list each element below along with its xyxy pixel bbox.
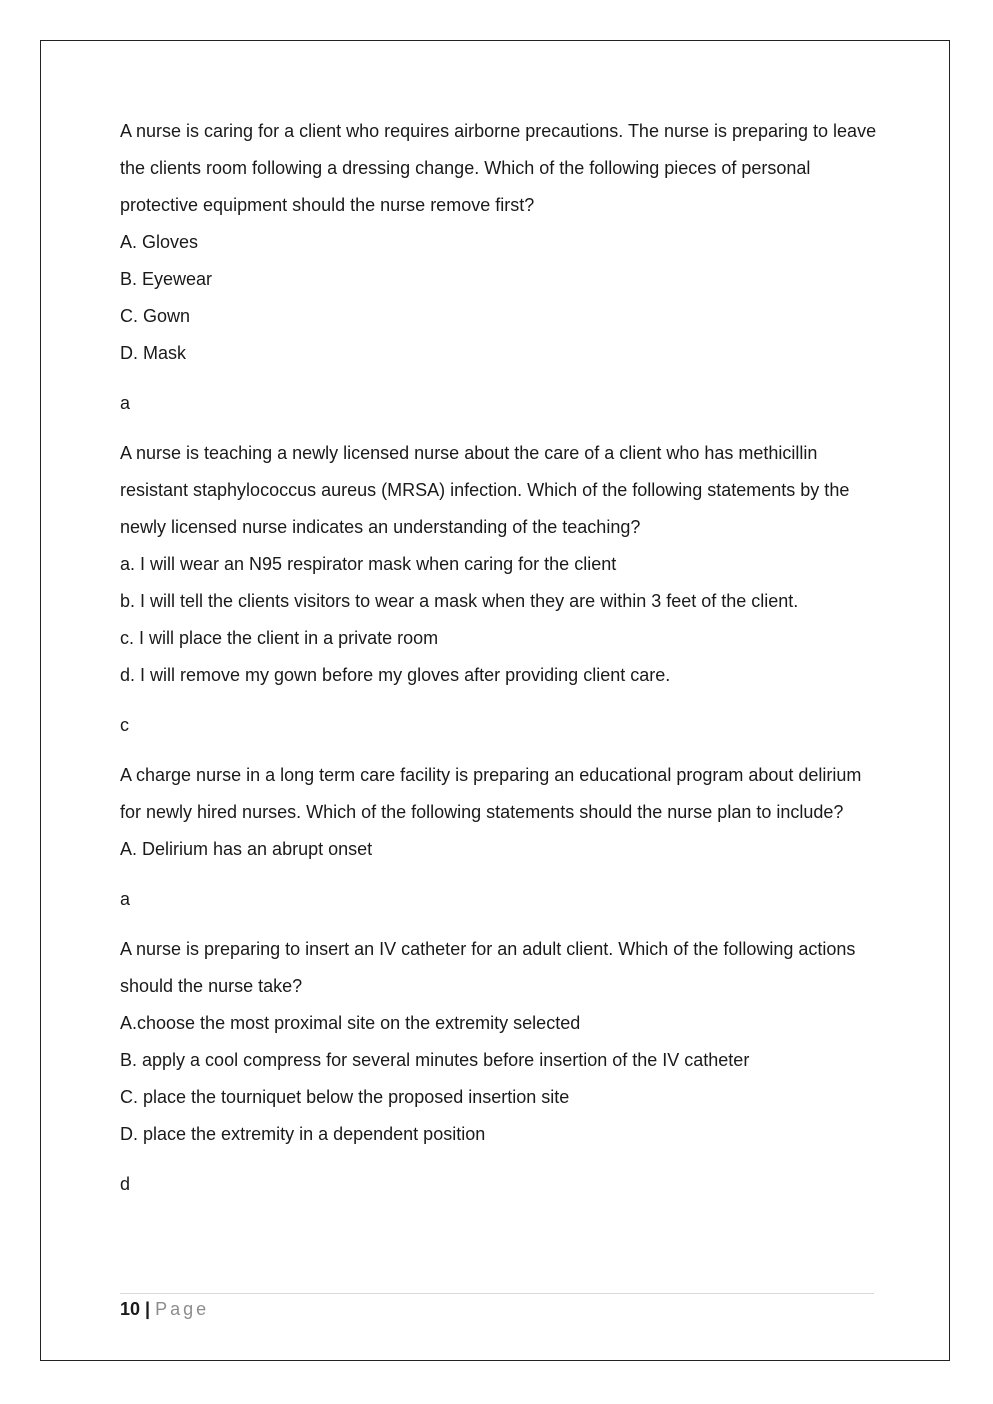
question-block-2 [120,435,880,744]
answer-key: d [120,1174,131,1194]
question-text: A nurse is teaching a newly licensed nurse about the care of a client who has methicillin resistant staphylococcus aureus (MRSA) infection. Which of the following statements by the newly licensed nurse indicates an understanding of the teaching? [120,443,850,537]
answer-option: c. I will place the client in a private room [120,628,439,648]
answer-key: a [120,393,131,413]
answer-option: A.choose the most proximal site on the extremity selected [120,1013,581,1033]
answer-option: a. I will wear an N95 respirator mask when caring for the client [120,554,617,574]
page-label: Page [155,1299,210,1319]
question-block-4 [120,931,880,1203]
question-text: A charge nurse in a long term care facility is preparing an educational program about delirium for newly hired nurses. Which of the following statements should the nurse plan to include? [120,765,862,822]
question-block-1 [120,113,880,422]
answer-option: b. I will tell the clients visitors to wear a mask when they are within 3 feet of the client. [120,591,799,611]
answer-key: c [120,715,129,735]
question-block-3 [120,757,880,918]
document-body [120,113,880,1216]
answer-option: D. Mask [120,343,187,363]
answer-option: C. place the tourniquet below the proposed insertion site [120,1087,570,1107]
answer-option: B. apply a cool compress for several minutes before insertion of the IV catheter [120,1050,750,1070]
answer-option: D. place the extremity in a dependent position [120,1124,486,1144]
question-text: A nurse is preparing to insert an IV catheter for an adult client. Which of the following actions should the nurse take? [120,939,856,996]
page-separator: | [145,1299,151,1319]
footer-divider [120,1293,874,1294]
answer-option: C. Gown [120,306,191,326]
page-footer [120,1297,209,1321]
answer-option: A. Gloves [120,232,199,252]
answer-key: a [120,889,131,909]
answer-option: B. Eyewear [120,269,213,289]
answer-option: A. Delirium has an abrupt onset [120,839,373,859]
page-number: 10 [120,1299,141,1319]
question-text: A nurse is caring for a client who requires airborne precautions. The nurse is preparing to leave the clients room following a dressing change. Which of the following pieces of personal protective equipment should the nurse remove first? [120,121,877,215]
answer-option: d. I will remove my gown before my gloves after providing client care. [120,665,671,685]
